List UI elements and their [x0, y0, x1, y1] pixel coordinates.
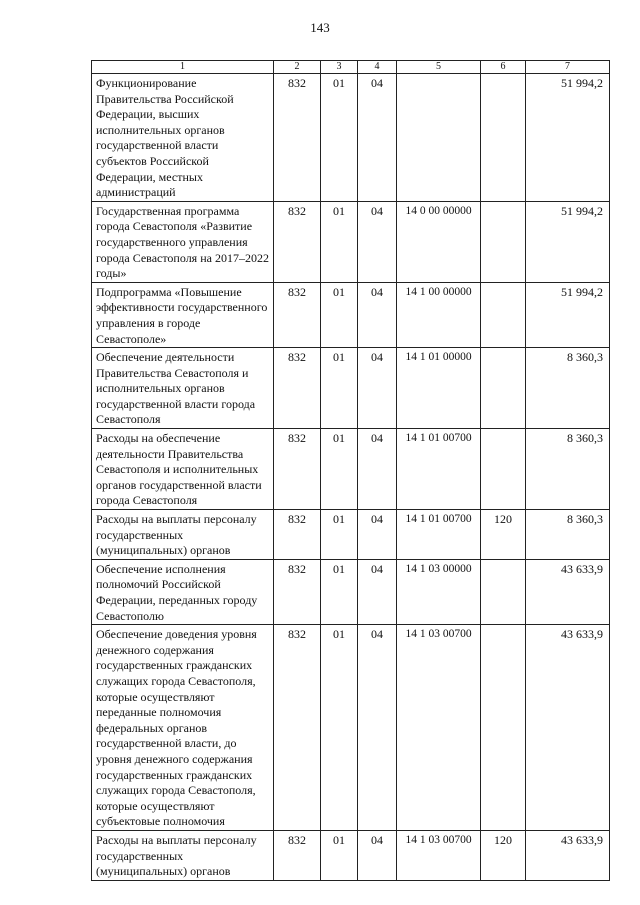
expense-type-code — [481, 559, 526, 624]
ministry-code: 832 — [274, 74, 321, 202]
column-header: 1 — [92, 61, 274, 74]
expense-type-code — [481, 74, 526, 202]
target-article-code: 14 1 01 00700 — [397, 429, 481, 510]
subsection-code: 04 — [358, 201, 397, 282]
expense-name: Обеспечение деятельности Правительства Севастополя и исполнительных органов государственной власти города Севастополя — [92, 348, 274, 429]
amount: 8 360,3 — [526, 429, 610, 510]
ministry-code: 832 — [274, 201, 321, 282]
table-row — [92, 282, 610, 347]
section-code: 01 — [321, 348, 358, 429]
table-row — [92, 74, 610, 202]
section-code: 01 — [321, 282, 358, 347]
ministry-code: 832 — [274, 282, 321, 347]
column-header: 7 — [526, 61, 610, 74]
expense-type-code — [481, 348, 526, 429]
table-row — [92, 830, 610, 880]
target-article-code: 14 1 00 00000 — [397, 282, 481, 347]
column-header: 3 — [321, 61, 358, 74]
ministry-code: 832 — [274, 348, 321, 429]
amount: 43 633,9 — [526, 830, 610, 880]
expense-type-code — [481, 429, 526, 510]
target-article-code: 14 0 00 00000 — [397, 201, 481, 282]
table-row — [92, 510, 610, 560]
amount: 8 360,3 — [526, 510, 610, 560]
subsection-code: 04 — [358, 625, 397, 831]
expense-type-code — [481, 282, 526, 347]
section-code: 01 — [321, 510, 358, 560]
subsection-code: 04 — [358, 559, 397, 624]
expense-name: Расходы на обеспечение деятельности Правительства Севастополя и исполнительных органов государственной власти города Севастополя — [92, 429, 274, 510]
ministry-code: 832 — [274, 830, 321, 880]
column-header: 4 — [358, 61, 397, 74]
section-code: 01 — [321, 201, 358, 282]
section-code: 01 — [321, 429, 358, 510]
expense-name: Обеспечение доведения уровня денежного содержания государственных гражданских служащих города Севастополя, которые осуществляют переданные полномочия федеральных органов государственной власти, до уровня денежного содержания государственных гражданских служащих города Севастополя, которые осуществляют субъектовые полномочия — [92, 625, 274, 831]
expense-name: Расходы на выплаты персоналу государственных (муниципальных) органов — [92, 830, 274, 880]
column-header: 2 — [274, 61, 321, 74]
table-row — [92, 625, 610, 831]
expense-name: Функционирование Правительства Российской Федерации, высших исполнительных органов государственной власти субъектов Российской Федерации, местных администраций — [92, 74, 274, 202]
subsection-code: 04 — [358, 830, 397, 880]
ministry-code: 832 — [274, 625, 321, 831]
expense-name: Расходы на выплаты персоналу государственных (муниципальных) органов — [92, 510, 274, 560]
section-code: 01 — [321, 559, 358, 624]
subsection-code: 04 — [358, 510, 397, 560]
target-article-code — [397, 74, 481, 202]
section-code: 01 — [321, 830, 358, 880]
table-row — [92, 201, 610, 282]
target-article-code: 14 1 01 00000 — [397, 348, 481, 429]
target-article-code: 14 1 01 00700 — [397, 510, 481, 560]
target-article-code: 14 1 03 00700 — [397, 830, 481, 880]
target-article-code: 14 1 03 00700 — [397, 625, 481, 831]
ministry-code: 832 — [274, 429, 321, 510]
subsection-code: 04 — [358, 348, 397, 429]
subsection-code: 04 — [358, 74, 397, 202]
section-code: 01 — [321, 74, 358, 202]
header-row — [92, 61, 610, 74]
section-code: 01 — [321, 625, 358, 831]
table-row — [92, 559, 610, 624]
page-number: 143 — [310, 20, 330, 35]
expense-type-code — [481, 625, 526, 831]
subsection-code: 04 — [358, 429, 397, 510]
amount: 51 994,2 — [526, 201, 610, 282]
expense-type-code: 120 — [481, 510, 526, 560]
column-header: 5 — [397, 61, 481, 74]
amount: 8 360,3 — [526, 348, 610, 429]
expense-type-code — [481, 201, 526, 282]
expense-name: Обеспечение исполнения полномочий Российской Федерации, переданных городу Севастополю — [92, 559, 274, 624]
table-row — [92, 429, 610, 510]
budget-table — [91, 60, 610, 881]
expense-name: Государственная программа города Севастополя «Развитие государственного управления города Севастополя на 2017–2022 годы» — [92, 201, 274, 282]
expense-type-code: 120 — [481, 830, 526, 880]
amount: 51 994,2 — [526, 74, 610, 202]
column-header: 6 — [481, 61, 526, 74]
ministry-code: 832 — [274, 510, 321, 560]
subsection-code: 04 — [358, 282, 397, 347]
amount: 51 994,2 — [526, 282, 610, 347]
expense-name: Подпрограмма «Повышение эффективности государственного управления в городе Севастополе» — [92, 282, 274, 347]
target-article-code: 14 1 03 00000 — [397, 559, 481, 624]
amount: 43 633,9 — [526, 559, 610, 624]
table-row — [92, 348, 610, 429]
amount: 43 633,9 — [526, 625, 610, 831]
ministry-code: 832 — [274, 559, 321, 624]
